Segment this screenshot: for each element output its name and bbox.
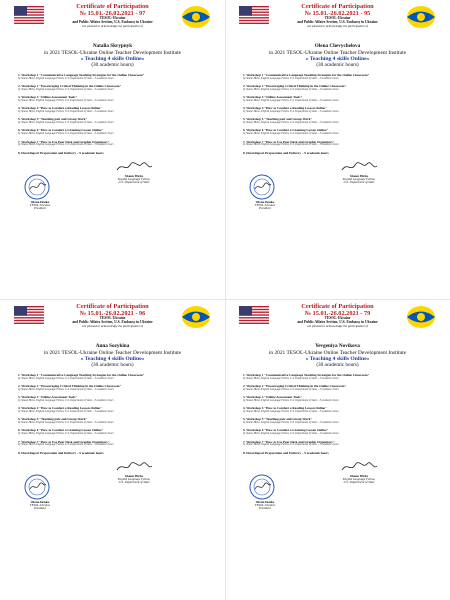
certificate-header: [227, 2, 448, 40]
participant-name: Anna Sozykina: [95, 343, 130, 349]
horizontal-divider: [0, 299, 450, 300]
tesol-seal-icon: [249, 474, 275, 500]
course-intro: in 2021 TESOL-Ukraine Online Teacher Development Institute: [43, 50, 182, 56]
course-hours: (30 academic hours): [316, 362, 359, 368]
signature-shaun-hicks: Shaun Hicks English Language Fellow, U.S. Department of State: [94, 460, 174, 485]
list-item: 7. Workshop 7 "How to Use Pear Deck and Graphic Organizers" by Shaun Hicks, English Language Fellow, U.S. Department of State – 3 academic hours: [243, 439, 339, 447]
list-item: 6. Workshop 6 "How to Conduct a Listening Lesson Online" by Shaun Hicks, English Language Fellow, U.S. Department of State – 3 academic hours: [18, 428, 114, 436]
list-item: 3. Workshop 3 "Online Assessment Tools" by Shaun Hicks, English Language Fellow, U.S. Department of State – 3 academic hours: [18, 395, 114, 402]
list-item: 1. Workshop 1 "Communicative Language Teaching Strategies for the Online Classroom" by Shaun Hicks, English Language Fellow, U.S. Department of State – 3 academic hours: [18, 73, 145, 80]
list-item: 3. Workshop 3 "Online Assessment Tools" by Shaun Hicks, English Language Fellow, U.S. Department of State – 3 academic hours: [18, 95, 114, 102]
course-intro: in 2021 TESOL-Ukraine Online Teacher Development Institute: [43, 350, 182, 356]
certificate-card: [227, 302, 448, 598]
org-name: TESOL-Ukraine: [99, 316, 126, 321]
signature-olena-ilenko: Olena Ilenko TESOL-Ukraine President: [10, 474, 70, 511]
tesol-ukraine-emblem-icon: [406, 304, 436, 330]
tesol-ukraine-emblem-icon: [181, 4, 211, 30]
signatures: [2, 460, 223, 530]
certificate-title: Certificate of Participation: [301, 303, 374, 310]
signature-shaun-hicks: Shaun Hicks English Language Fellow, U.S. Department of State: [319, 460, 399, 485]
participant-name: Olena Chevychelova: [314, 43, 361, 49]
certificate-number: № 15.01.-26.02.2021 - 79: [304, 309, 371, 317]
org-line3: are pleased to acknowledge the participation of: [82, 323, 143, 328]
course-intro: in 2021 TESOL-Ukraine Online Teacher Development Institute: [268, 50, 407, 56]
list-item: 5. Workshop 5 "Teaching pair and Group Work" by Shaun Hicks, English Language Fellow, U.S. Department of State – 3 academic hours: [243, 117, 339, 124]
org-name: TESOL-Ukraine: [99, 16, 126, 21]
signature-shaun-hicks: Shaun Hicks English Language Fellow, U.S. Department of State: [94, 160, 174, 185]
list-item: 6. Workshop 6 "How to Conduct a Listening Lesson Online" by Shaun Hicks, English Language Fellow, U.S. Department of State – 3 academic hours: [243, 128, 339, 136]
list-item: 4. Workshop 4 "How to Conduct a Reading Lesson Online" by Shaun Hicks, English Language Fellow, U.S. Department of State – 3 academic hours: [243, 406, 339, 413]
course-name: « Teaching 4 skills Online»: [80, 56, 145, 62]
list-item: 5. Workshop 5 "Teaching pair and Group Work" by Shaun Hicks, English Language Fellow, U.S. Department of State – 3 academic hours: [18, 117, 114, 124]
certificate-header: [2, 302, 223, 340]
list-item: 1. Workshop 1 "Communicative Language Teaching Strategies for the Online Classroom" by Shaun Hicks, English Language Fellow, U.S. Department of State – 3 academic hours: [243, 373, 370, 380]
certificate-title: Certificate of Participation: [76, 3, 149, 10]
certificate-card: [2, 2, 223, 298]
us-flag-icon: [239, 6, 269, 24]
us-flag-icon: [14, 306, 44, 324]
certificate-number: № 15.01.-26.02.2021 - 96: [79, 309, 146, 317]
course-hours: (30 academic hours): [316, 62, 359, 68]
list-item: 4. Workshop 4 "How to Conduct a Reading Lesson Online" by Shaun Hicks, English Language Fellow, U.S. Department of State – 3 academic hours: [18, 106, 114, 113]
signature-scrawl: [114, 160, 154, 174]
tesol-seal-icon: [24, 174, 50, 200]
certificate-card: [227, 2, 448, 298]
list-item: 6. Workshop 6 "How to Conduct a Listening Lesson Online" by Shaun Hicks, English Language Fellow, U.S. Department of State – 3 academic hours: [18, 128, 114, 136]
course-intro: in 2021 TESOL-Ukraine Online Teacher Development Institute: [268, 350, 407, 356]
certificate-title: Certificate of Participation: [301, 3, 374, 10]
org-name: TESOL-Ukraine: [324, 316, 351, 321]
tesol-seal-icon: [24, 474, 50, 500]
tesol-seal-icon: [249, 174, 275, 200]
course-hours: (30 academic hours): [91, 362, 134, 368]
list-item: 7. Workshop 7 "How to Use Pear Deck and Graphic Organizers" by Shaun Hicks, English Language Fellow, U.S. Department of State – 3 academic hours: [18, 139, 114, 147]
course-name: « Teaching 4 skills Online»: [305, 56, 370, 62]
us-flag-icon: [239, 306, 269, 324]
org-line2: and Public Affairs Section, U.S. Embassy in Ukraine: [72, 19, 153, 24]
org-line2: and Public Affairs Section, U.S. Embassy in Ukraine: [297, 319, 378, 324]
list-item: 8. Final Report Preparation and Delivery – 9 academic hours: [18, 150, 104, 155]
list-item: 5. Workshop 5 "Teaching pair and Group Work" by Shaun Hicks, English Language Fellow, U.S. Department of State – 3 academic hours: [18, 417, 114, 424]
list-item: 7. Workshop 7 "How to Use Pear Deck and Graphic Organizers" by Shaun Hicks, English Language Fellow, U.S. Department of State – 3 academic hours: [243, 139, 339, 147]
signatures: [2, 160, 223, 230]
certificate-number: № 15.01.-26.02.2021 - 95: [304, 9, 371, 17]
certificate-header: [227, 302, 448, 340]
list-item: 6. Workshop 6 "How to Conduct a Listening Lesson Online" by Shaun Hicks, English Language Fellow, U.S. Department of State – 3 academic hours: [243, 428, 339, 436]
list-item: 4. Workshop 4 "How to Conduct a Reading Lesson Online" by Shaun Hicks, English Language Fellow, U.S. Department of State – 3 academic hours: [18, 406, 114, 413]
workshop-list: [2, 374, 223, 455]
course-name: « Teaching 4 skills Online»: [80, 356, 145, 362]
participant-name: Natalia Skrypnyk: [92, 43, 133, 49]
list-item: 8. Final Report Preparation and Delivery – 9 academic hours: [243, 450, 329, 455]
signature-olena-ilenko: Olena Ilenko TESOL-Ukraine President: [235, 174, 295, 211]
org-line3: are pleased to acknowledge the participation of: [82, 23, 143, 28]
signature-shaun-hicks: Shaun Hicks English Language Fellow, U.S. Department of State: [319, 160, 399, 185]
org-line3: are pleased to acknowledge the participation of: [307, 323, 368, 328]
list-item: 3. Workshop 3 "Online Assessment Tools" by Shaun Hicks, English Language Fellow, U.S. Department of State – 3 academic hours: [243, 395, 339, 402]
us-flag-icon: [14, 6, 44, 24]
certificate-card: [2, 302, 223, 598]
org-line3: are pleased to acknowledge the participation of: [307, 23, 368, 28]
course-name: « Teaching 4 skills Online»: [305, 356, 370, 362]
certificate-header: [2, 2, 223, 40]
org-name: TESOL-Ukraine: [324, 16, 351, 21]
list-item: 7. Workshop 7 "How to Use Pear Deck and Graphic Organizers" by Shaun Hicks, English Language Fellow, U.S. Department of State – 3 academic hours: [18, 439, 114, 447]
course-hours: (30 academic hours): [91, 62, 134, 68]
list-item: 1. Workshop 1 "Communicative Language Teaching Strategies for the Online Classroom" by Shaun Hicks, English Language Fellow, U.S. Department of State – 3 academic hours: [243, 73, 370, 80]
signature-scrawl: [114, 460, 154, 474]
workshop-list: [227, 74, 448, 155]
signature-olena-ilenko: Olena Ilenko TESOL-Ukraine President: [10, 174, 70, 211]
list-item: 8. Final Report Preparation and Delivery – 9 academic hours: [243, 150, 329, 155]
signature-scrawl: [339, 160, 379, 174]
list-item: 1. Workshop 1 "Communicative Language Teaching Strategies for the Online Classroom" by Shaun Hicks, English Language Fellow, U.S. Department of State – 3 academic hours: [18, 373, 145, 380]
vertical-divider: [225, 0, 226, 600]
signature-olena-ilenko: Olena Ilenko TESOL-Ukraine President: [235, 474, 295, 511]
list-item: 2. Workshop 2 "Encouraging Critical Thinking in the Online Classroom" by Shaun Hicks, English Language Fellow, U.S. Department of State – 3 academic hours: [243, 84, 347, 91]
org-line2: and Public Affairs Section, U.S. Embassy in Ukraine: [72, 319, 153, 324]
signature-scrawl: [339, 460, 379, 474]
participant-name: Yevgeniya Novikova: [315, 343, 360, 349]
list-item: 2. Workshop 2 "Encouraging Critical Thinking in the Online Classroom" by Shaun Hicks, English Language Fellow, U.S. Department of State – 3 academic hours: [243, 384, 347, 391]
workshop-list: [2, 74, 223, 155]
signatures: [227, 160, 448, 230]
certificate-number: № 15.01.-26.02.2021 - 97: [79, 9, 146, 17]
org-line2: and Public Affairs Section, U.S. Embassy in Ukraine: [297, 19, 378, 24]
list-item: 4. Workshop 4 "How to Conduct a Reading Lesson Online" by Shaun Hicks, English Language Fellow, U.S. Department of State – 3 academic hours: [243, 106, 339, 113]
list-item: 2. Workshop 2 "Encouraging Critical Thinking in the Online Classroom" by Shaun Hicks, English Language Fellow, U.S. Department of State – 3 academic hours: [18, 84, 122, 91]
list-item: 3. Workshop 3 "Online Assessment Tools" by Shaun Hicks, English Language Fellow, U.S. Department of State – 3 academic hours: [243, 95, 339, 102]
list-item: 8. Final Report Preparation and Delivery – 9 academic hours: [18, 450, 104, 455]
list-item: 5. Workshop 5 "Teaching pair and Group Work" by Shaun Hicks, English Language Fellow, U.S. Department of State – 3 academic hours: [243, 417, 339, 424]
signatures: [227, 460, 448, 530]
workshop-list: [227, 374, 448, 455]
list-item: 2. Workshop 2 "Encouraging Critical Thinking in the Online Classroom" by Shaun Hicks, English Language Fellow, U.S. Department of State – 3 academic hours: [18, 384, 122, 391]
certificate-title: Certificate of Participation: [76, 303, 149, 310]
tesol-ukraine-emblem-icon: [181, 304, 211, 330]
tesol-ukraine-emblem-icon: [406, 4, 436, 30]
